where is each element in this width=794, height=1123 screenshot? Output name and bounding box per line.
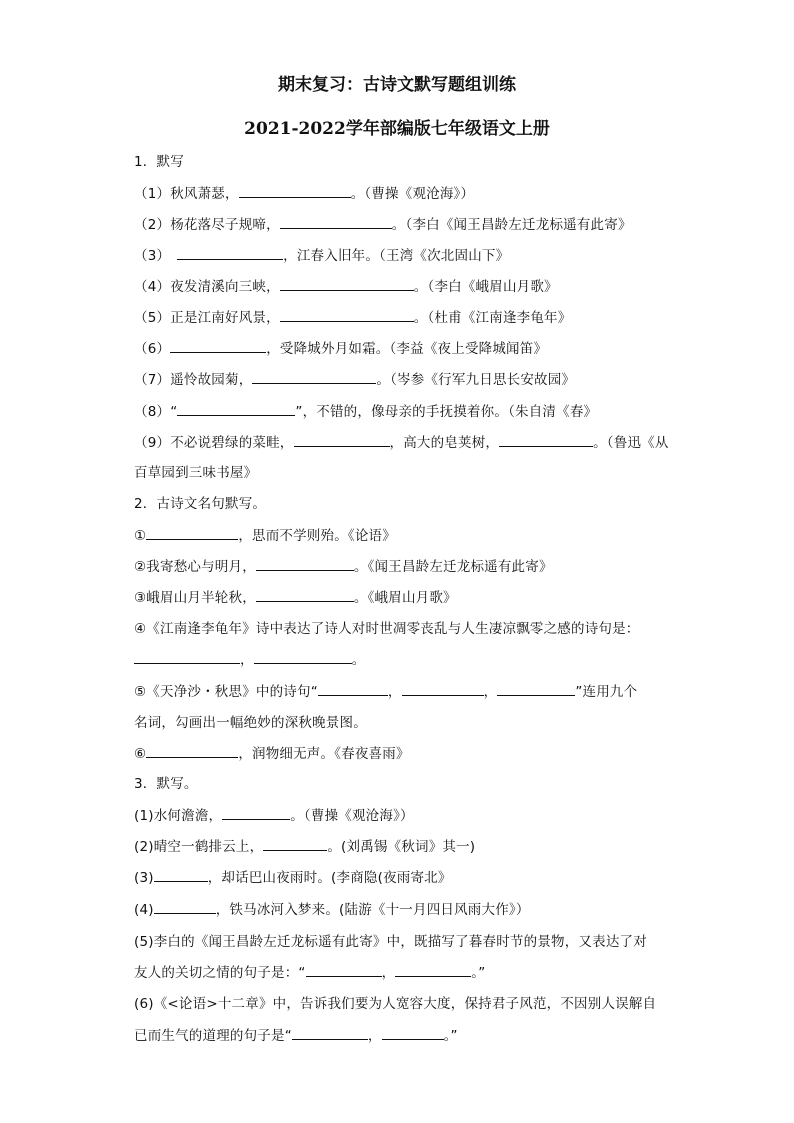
line-text: (5)李白的《闻王昌龄左迁龙标遥有此寄》中，既描写了暮春时节的景物，又表达了对	[134, 934, 647, 950]
line-text: 。《闻王昌龄左迁龙标遥有此寄》	[353, 559, 553, 575]
line-text: （2）杨花落尽子规啼，	[134, 217, 280, 233]
question-line	[134, 804, 414, 824]
answer-blank[interactable]	[177, 247, 283, 260]
answer-blank[interactable]	[239, 185, 351, 198]
question-line	[134, 586, 457, 606]
line-text: （8）“	[134, 404, 178, 420]
line-text: ⑥	[134, 746, 147, 762]
question-line	[134, 866, 452, 886]
line-text: ①	[134, 528, 147, 544]
question-line	[134, 524, 396, 544]
answer-blank[interactable]	[154, 869, 208, 882]
line-text: 。(刘禹锡《秋词》其一)	[327, 839, 476, 855]
line-text: ”连用九个	[575, 684, 638, 700]
answer-blank[interactable]	[499, 434, 593, 447]
line-text: ，铁马冰河入梦来。(陆游《十一月四日风雨大作》）	[215, 902, 530, 918]
question-line	[134, 898, 530, 918]
question-line	[134, 244, 509, 264]
line-text: 。《峨眉山月歌》	[353, 590, 457, 606]
line-text: 百草园到三味书屋》	[134, 465, 258, 481]
answer-blank[interactable]	[256, 589, 354, 602]
line-text: ，思而不学则殆。《论语》	[238, 528, 396, 544]
line-text: ，	[387, 684, 402, 700]
line-text: ，	[240, 652, 254, 668]
line-text: 。（李白《峨眉山月歌》	[413, 279, 558, 295]
question-line	[134, 1024, 458, 1044]
line-text: ，受降城外月如霜。（李益《夜上受降城闻笛》	[266, 341, 548, 357]
line-text: 。”	[471, 965, 486, 981]
line-text: ②我寄愁心与明月，	[134, 559, 256, 575]
answer-blank[interactable]	[280, 309, 414, 322]
question-line	[134, 617, 640, 637]
line-text: （9）不必说碧绿的菜畦，	[134, 435, 294, 451]
line-text: 。	[351, 652, 366, 668]
question-line	[134, 182, 474, 202]
line-text: 。（杜甫《江南逢李龟年》	[413, 310, 572, 326]
line-text: 3．默写。	[134, 776, 198, 792]
answer-blank[interactable]	[170, 340, 266, 353]
answer-blank[interactable]	[292, 1027, 368, 1040]
line-text: (3)	[134, 870, 154, 886]
line-text: 。（曹操《观沧海》）	[290, 808, 414, 824]
line-text: （6）	[134, 341, 171, 357]
question-line	[134, 461, 257, 481]
line-text: ，高大的皂荚树，	[389, 435, 500, 451]
line-text: （1）秋风萧瑟，	[134, 186, 239, 202]
line-text: 友人的关切之情的句子是：“	[134, 965, 306, 981]
answer-blank[interactable]	[497, 683, 575, 696]
question-line	[134, 992, 656, 1012]
line-text: 。（岑参《行军九日思长安故园》	[376, 372, 576, 388]
answer-blank[interactable]	[402, 683, 484, 696]
document-subtitle: 2021-2022学年部编版七年级语文上册	[244, 119, 550, 139]
answer-blank[interactable]	[318, 683, 388, 696]
answer-blank[interactable]	[263, 838, 327, 851]
line-text: ，	[483, 684, 498, 700]
answer-blank[interactable]	[382, 1027, 444, 1040]
line-text: 。（李白《闻王昌龄左迁龙标遥有此寄》	[391, 217, 632, 233]
question-line	[134, 213, 632, 233]
answer-blank[interactable]	[254, 651, 352, 664]
answer-blank[interactable]	[222, 807, 290, 820]
answer-blank[interactable]	[306, 964, 382, 977]
answer-blank[interactable]	[256, 558, 354, 571]
line-text: ④《江南逢李龟年》诗中表达了诗人对时世凋零丧乱与人生凄凉飘零之感的诗句是：	[134, 621, 640, 637]
line-text: （3）	[134, 248, 178, 264]
line-text: ，	[381, 965, 396, 981]
answer-blank[interactable]	[280, 216, 392, 229]
question-line	[134, 648, 365, 668]
answer-blank[interactable]	[154, 901, 216, 914]
line-text: （5）正是江南好风景，	[134, 310, 280, 326]
line-text: (2)晴空一鹤排云上，	[134, 839, 264, 855]
line-text: (4)	[134, 902, 154, 918]
question-line	[134, 431, 669, 451]
question-line	[134, 275, 558, 295]
answer-blank[interactable]	[134, 651, 240, 664]
line-text: 。（曹操《观沧海》）	[350, 186, 475, 202]
line-text: 2．古诗文名句默写。	[134, 496, 267, 512]
line-text: （4）夜发清溪向三峡，	[134, 279, 280, 295]
line-text: 1．默写	[134, 154, 184, 170]
question-line	[134, 368, 575, 388]
answer-blank[interactable]	[395, 964, 471, 977]
answer-blank[interactable]	[294, 434, 390, 447]
line-text: ⑤《天净沙・秋思》中的诗句“	[134, 684, 318, 700]
question-line	[134, 711, 367, 731]
line-text: ，润物细无声。《春夜喜雨》	[238, 746, 410, 762]
question-line	[134, 961, 485, 981]
answer-blank[interactable]	[252, 371, 376, 384]
answer-blank[interactable]	[177, 403, 295, 416]
question-line	[134, 337, 547, 357]
line-text: 已而生气的道理的句子是“	[134, 1028, 292, 1044]
line-text: ，	[367, 1028, 382, 1044]
question-line	[134, 150, 184, 170]
line-text: 。（鲁迅《从	[593, 435, 669, 451]
line-text: (6)《<论语>十二章》中，告诉我们要为人宽容大度，保持君子风范，不因别人误解自	[134, 996, 657, 1012]
line-text: （7）遥怜故园菊，	[134, 372, 253, 388]
question-line	[134, 555, 553, 575]
question-line	[134, 492, 266, 512]
question-line	[134, 400, 597, 420]
line-text: 名词，勾画出一幅绝妙的深秋晚景图。	[134, 715, 367, 731]
line-text: ，却话巴山夜雨时。(李商隐(夜雨寄北》	[207, 870, 452, 886]
line-text: ，江春入旧年。（王湾《次北固山下》	[283, 248, 510, 264]
answer-blank[interactable]	[146, 745, 238, 758]
question-line	[134, 835, 475, 855]
question-line	[134, 306, 571, 326]
line-text: 。”	[443, 1028, 458, 1044]
line-text: ”，不错的，像母亲的手抚摸着你。（朱自清《春》	[295, 404, 598, 420]
document-title: 期末复习：古诗文默写题组训练	[278, 75, 516, 95]
answer-blank[interactable]	[146, 527, 238, 540]
question-line	[134, 680, 637, 700]
question-line	[134, 742, 410, 762]
line-text: (1)水何澹澹，	[134, 808, 223, 824]
question-line	[134, 930, 647, 950]
question-line	[134, 772, 198, 792]
line-text: ③峨眉山月半轮秋，	[134, 590, 256, 606]
answer-blank[interactable]	[280, 278, 414, 291]
